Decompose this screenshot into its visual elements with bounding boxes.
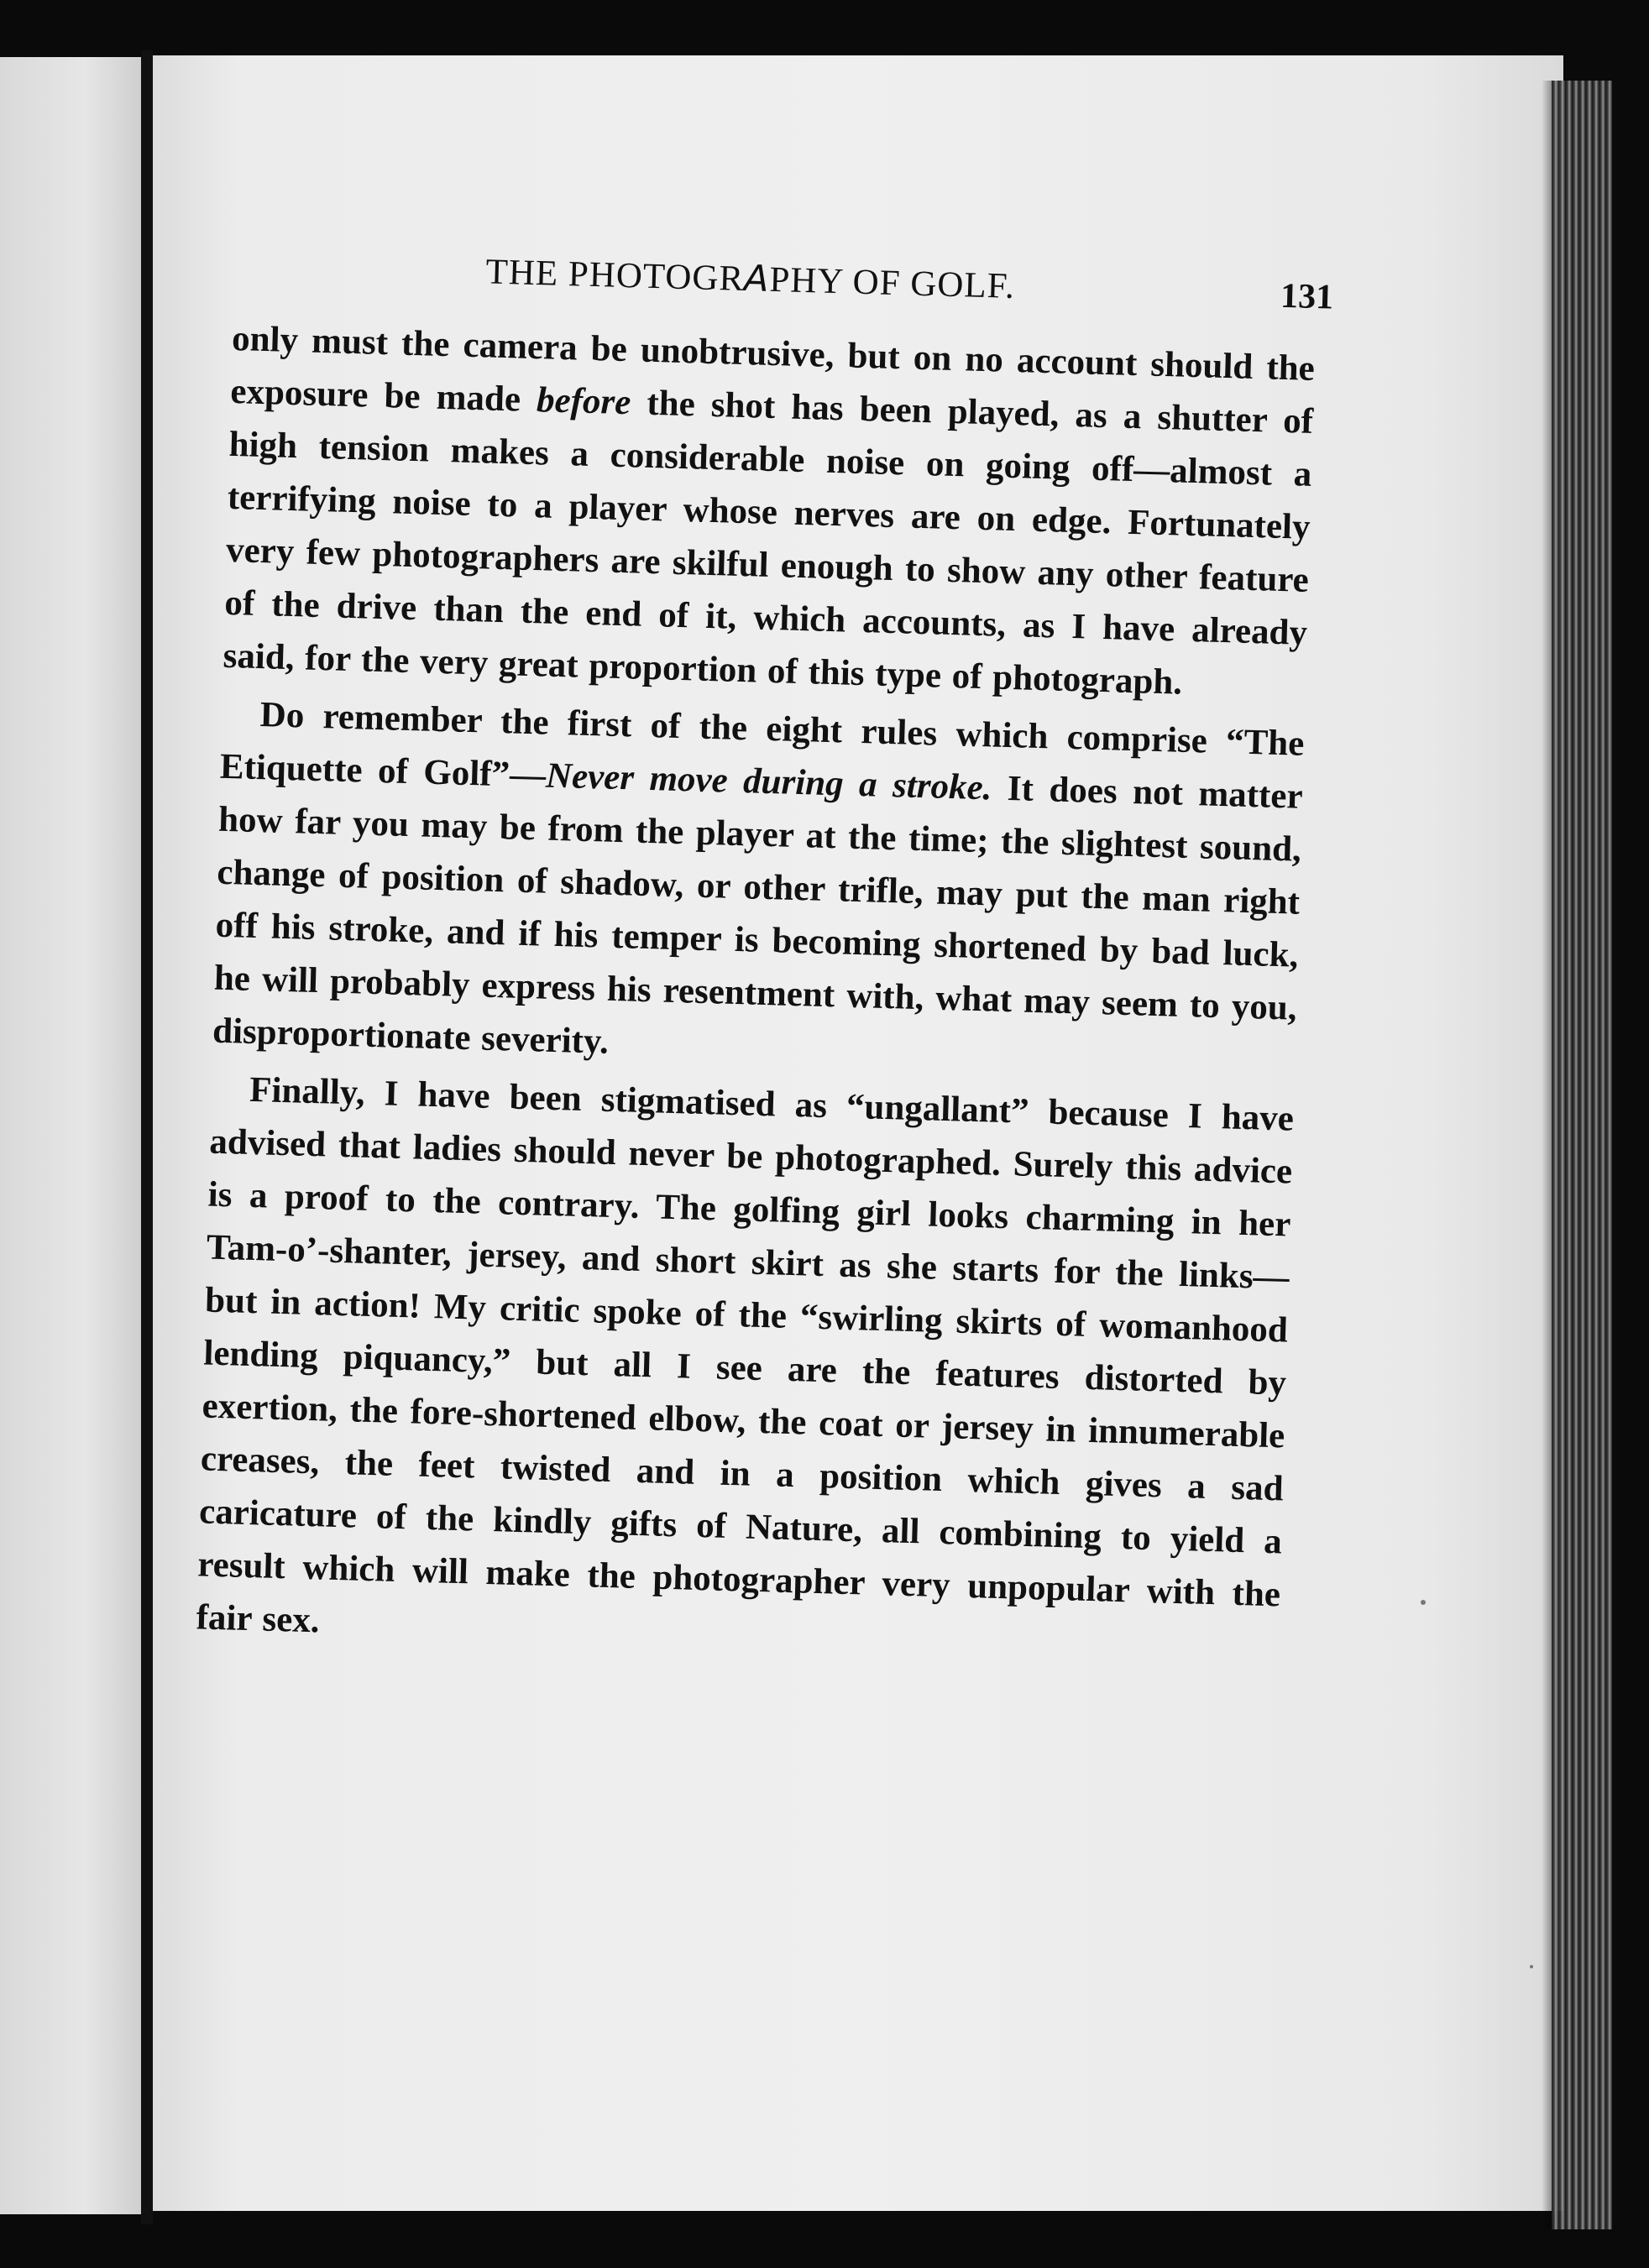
italic-text-run: before — [536, 380, 632, 423]
paper-speck — [1421, 1600, 1426, 1605]
paper-speck — [1530, 1965, 1533, 1968]
paragraph-1 — [222, 312, 1316, 713]
body-text — [196, 312, 1316, 1674]
italic-text-run: Never move during a stroke. — [545, 755, 993, 808]
text-run: only must the camera be unobtrusive, but on no account should the exposure be made — [229, 318, 1316, 421]
book-gutter — [141, 50, 153, 2224]
book-page-edges — [1552, 81, 1612, 2229]
text-run: Do remember the first of the eight rules which comprise “The Etiquette of Golf”— — [219, 695, 1305, 796]
left-facing-page — [0, 57, 141, 2214]
paragraph-2 — [212, 687, 1305, 1088]
text-run: It does not matter how far you may be from the player at the time; the slightest sound, change of position of shadow, or other trifle, may put the man right off his stroke, and if his temper is becoming shortened by bad luck, he will probably express his resentment with, what may seem to you, disproportionate severity. — [212, 768, 1304, 1062]
page-number: 131 — [1280, 276, 1334, 317]
page-text-block — [196, 227, 1334, 1674]
text-run: Finally, I have been stigmatised as “ungallant” because I have advised that ladies should never be photographed. Surely this advice is a proof to the contrary. The golfing girl looks charming in her Tam-o’-shanter, jersey, and short skirt as she starts for the links—but in action! My critic spoke of the “swirling skirts of womanhood lending piquancy,” but all I see are the features distorted by exertion, the fore-shortened elbow, the coat or jersey in innumerable creases, the feet twisted and in a position which gives a sad caricature of the kindly gifts of Nature, all combining to yield a result which will make the photographer very unpopular with the fair sex. — [196, 1069, 1295, 1641]
text-run: the shot has been played, as a shutter of high tension makes a considerable noise on going off—almost a terrifying noise to a player whose nerves are on edge. Fortunately very few photographers are skilful enough to show any other feature of the drive than the end of it, which accounts, as I have already said, for the very great proportion of this type of photograph. — [222, 383, 1314, 703]
running-head: THE PHOTOGR𝘈PHY OF GOLF. — [484, 252, 1016, 306]
paragraph-3 — [196, 1063, 1295, 1675]
